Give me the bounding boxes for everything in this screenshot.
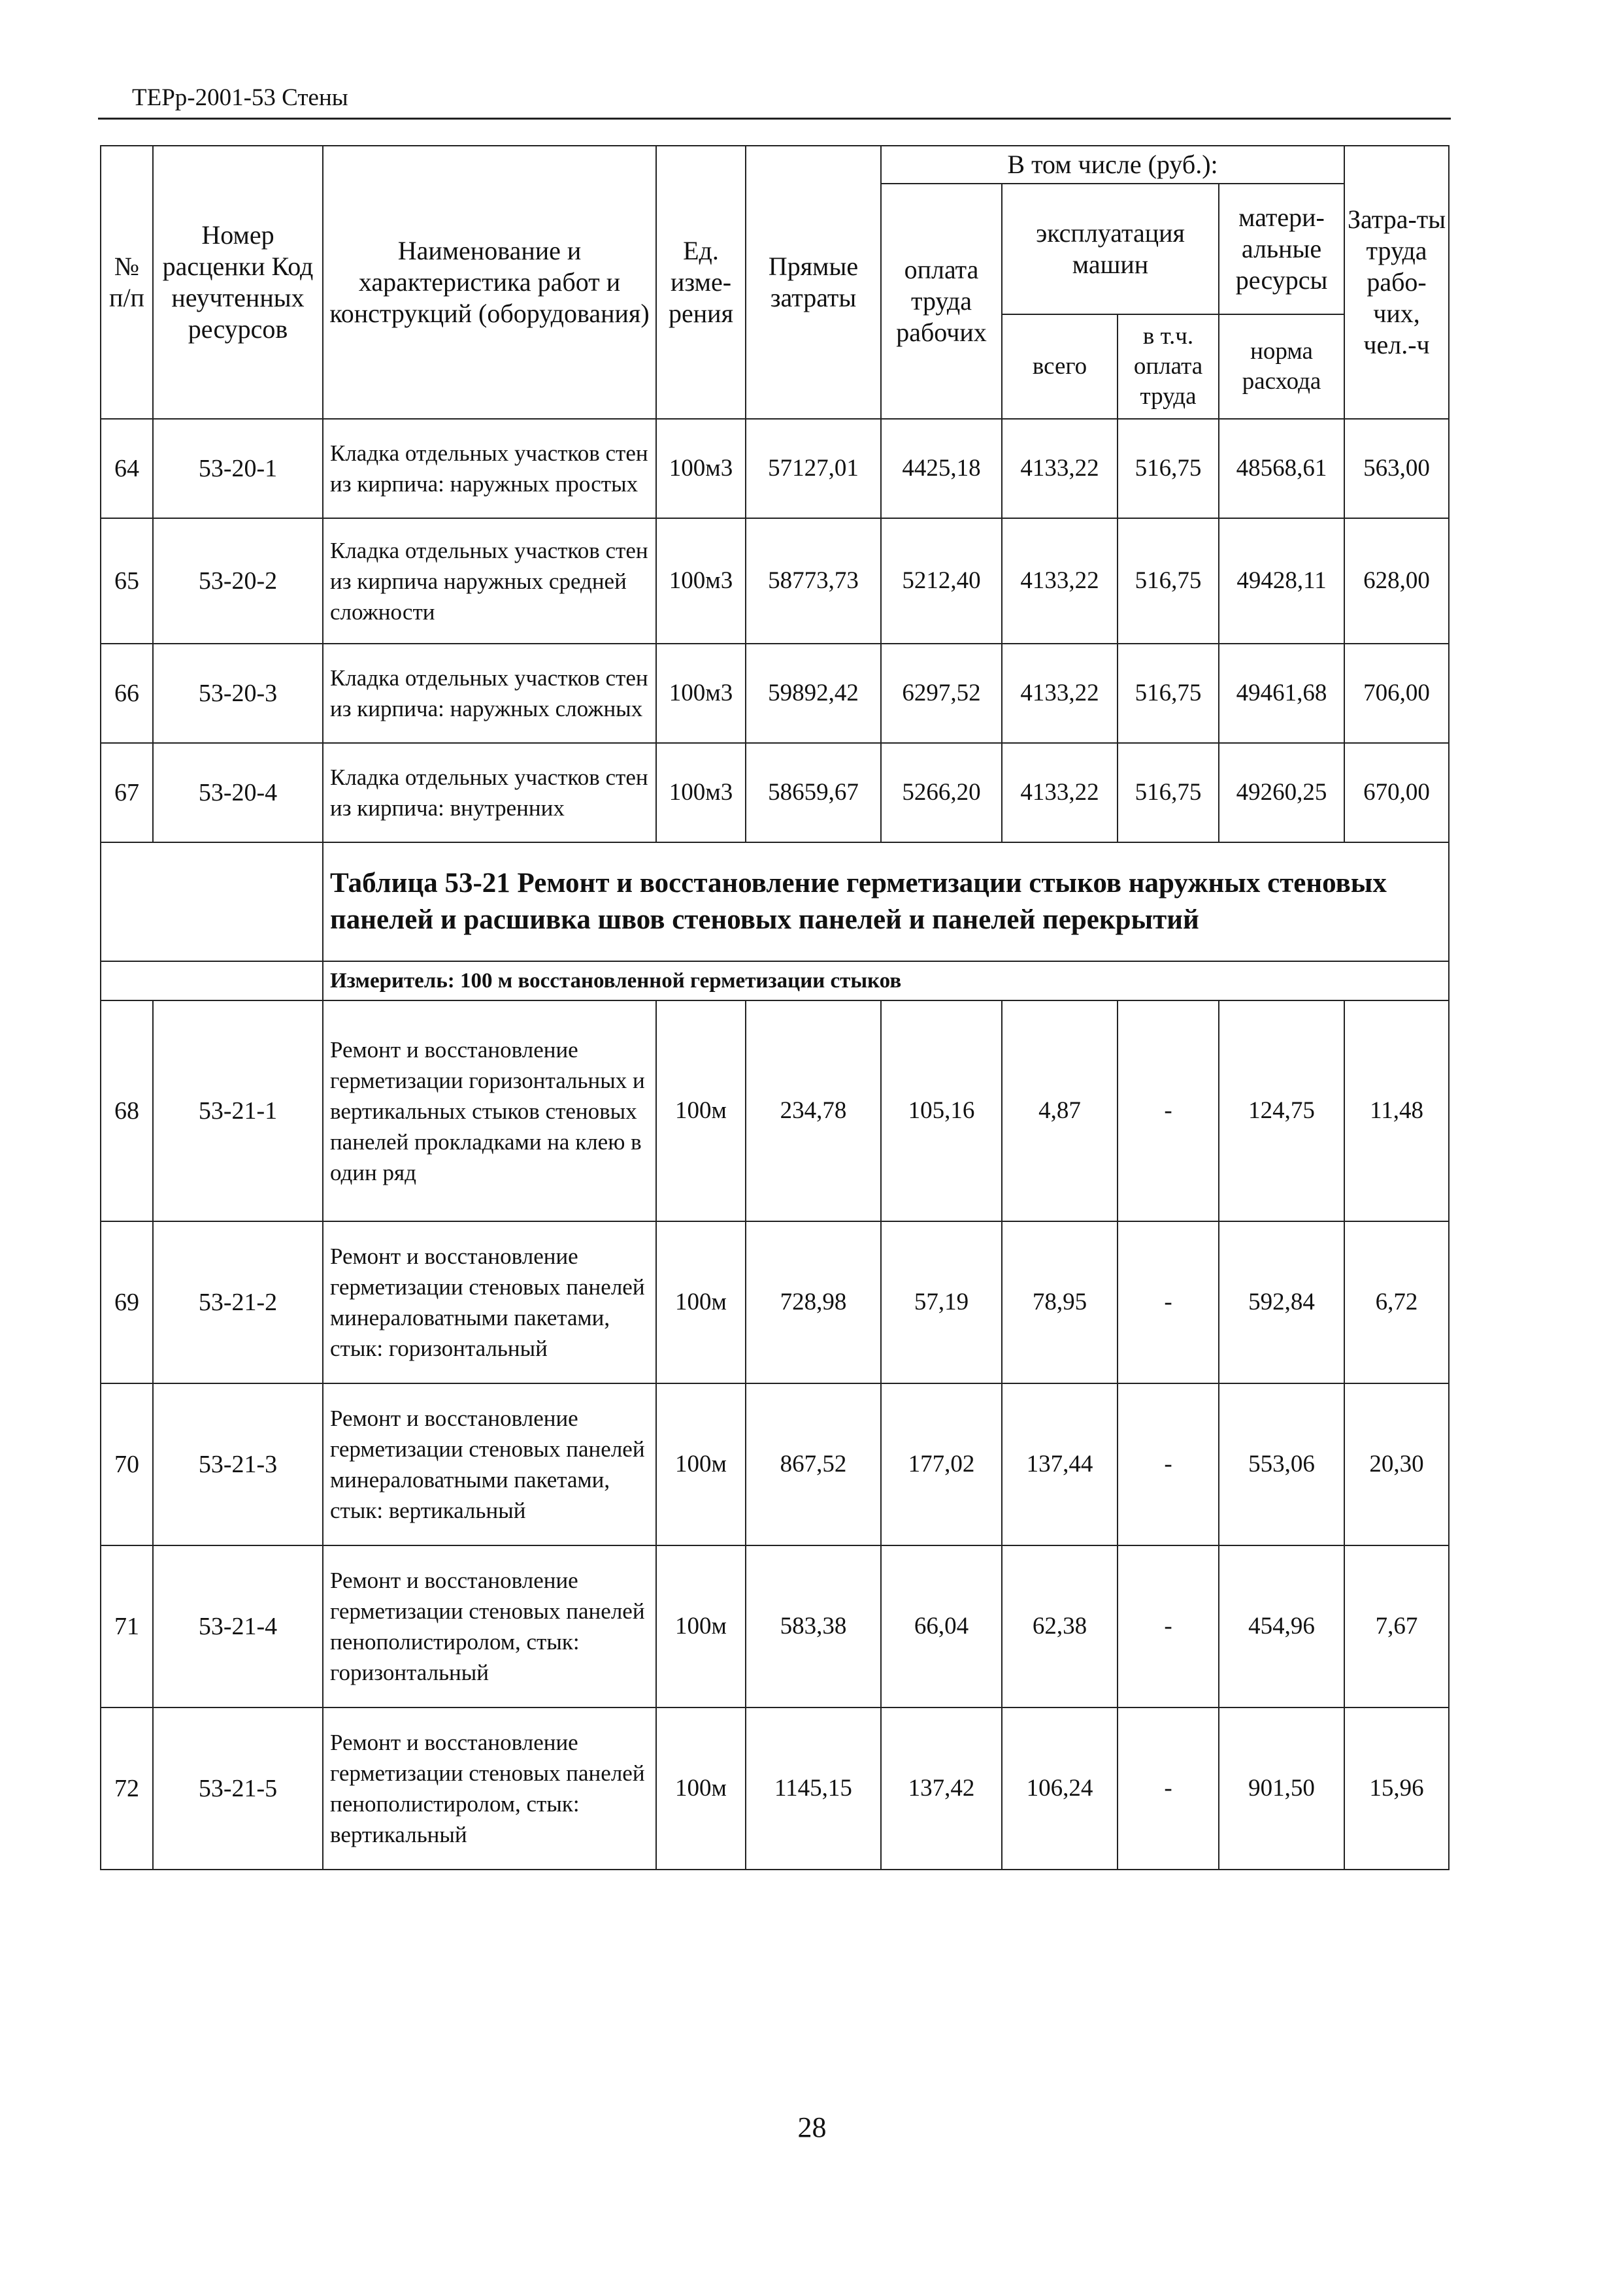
row-unit: 100м (656, 1707, 746, 1870)
row-direct: 59892,42 (746, 644, 881, 743)
table-row (101, 1545, 1449, 1707)
row-machine-total: 4,87 (1002, 1000, 1118, 1221)
row-labor: 5212,40 (881, 518, 1002, 644)
row-code: 53-20-1 (153, 419, 323, 518)
table-row (101, 1383, 1449, 1545)
row-name: Кладка отдельных участков стен из кирпича наружных средней сложности (323, 518, 656, 644)
row-code: 53-21-3 (153, 1383, 323, 1545)
row-unit: 100м (656, 1545, 746, 1707)
row-direct: 583,38 (746, 1545, 881, 1707)
row-materials: 49260,25 (1219, 743, 1344, 842)
col-header-unit: Ед. изме-рения (656, 146, 746, 419)
row-code: 53-21-1 (153, 1000, 323, 1221)
table-row (101, 518, 1449, 644)
row-num: 72 (101, 1707, 153, 1870)
table-row (101, 644, 1449, 743)
col-header-direct: Прямые затраты (746, 146, 881, 419)
row-name: Кладка отдельных участков стен из кирпича: наружных сложных (323, 644, 656, 743)
row-name: Ремонт и восстановление герметизации стеновых панелей пенополистиролом, стык: вертикальный (323, 1707, 656, 1870)
row-num: 71 (101, 1545, 153, 1707)
row-labor: 105,16 (881, 1000, 1002, 1221)
row-direct: 58773,73 (746, 518, 881, 644)
row-machine-total: 4133,22 (1002, 518, 1118, 644)
row-num: 68 (101, 1000, 153, 1221)
table-row (101, 1707, 1449, 1870)
row-code: 53-21-4 (153, 1545, 323, 1707)
row-num: 70 (101, 1383, 153, 1545)
row-name: Ремонт и восстановление герметизации горизонтальных и вертикальных стыков стеновых панелей прокладками на клею в один ряд (323, 1000, 656, 1221)
row-materials: 49461,68 (1219, 644, 1344, 743)
row-materials: 553,06 (1219, 1383, 1344, 1545)
row-direct: 57127,01 (746, 419, 881, 518)
row-machine-labor: 516,75 (1118, 644, 1219, 743)
table-row (101, 1221, 1449, 1383)
row-direct: 728,98 (746, 1221, 881, 1383)
row-unit: 100м3 (656, 644, 746, 743)
row-hours: 6,72 (1344, 1221, 1449, 1383)
row-hours: 20,30 (1344, 1383, 1449, 1545)
row-num: 67 (101, 743, 153, 842)
section-measure-spacer (101, 961, 323, 1000)
table-row (101, 419, 1449, 518)
row-hours: 11,48 (1344, 1000, 1449, 1221)
row-materials: 49428,11 (1219, 518, 1344, 644)
col-header-machine-labor: в т.ч. оплата труда (1118, 314, 1219, 419)
row-hours: 628,00 (1344, 518, 1449, 644)
row-machine-labor: 516,75 (1118, 743, 1219, 842)
col-header-materials-norm: норма расхода (1219, 314, 1344, 419)
row-name: Ремонт и восстановление герметизации стеновых панелей минераловатными пакетами, стык: вертикальный (323, 1383, 656, 1545)
document-header-title: ТЕРр-2001-53 Стены (132, 84, 348, 111)
row-labor: 137,42 (881, 1707, 1002, 1870)
row-num: 64 (101, 419, 153, 518)
row-materials: 901,50 (1219, 1707, 1344, 1870)
row-num: 66 (101, 644, 153, 743)
row-name: Ремонт и восстановление герметизации стеновых панелей минераловатными пакетами, стык: горизонтальный (323, 1221, 656, 1383)
col-header-machine-total: всего (1002, 314, 1118, 419)
row-machine-labor: - (1118, 1221, 1219, 1383)
col-header-code: Номер расценки Код неучтенных ресурсов (153, 146, 323, 419)
row-labor: 177,02 (881, 1383, 1002, 1545)
row-name: Ремонт и восстановление герметизации стеновых панелей пенополистиролом, стык: горизонтальный (323, 1545, 656, 1707)
row-code: 53-21-5 (153, 1707, 323, 1870)
row-unit: 100м3 (656, 518, 746, 644)
row-unit: 100м3 (656, 743, 746, 842)
header-row-1 (101, 146, 1449, 184)
col-header-machine-group: эксплуатация машин (1002, 184, 1219, 314)
header-rule (98, 118, 1451, 120)
row-direct: 867,52 (746, 1383, 881, 1545)
row-materials: 48568,61 (1219, 419, 1344, 518)
row-code: 53-20-2 (153, 518, 323, 644)
row-materials: 592,84 (1219, 1221, 1344, 1383)
row-machine-labor: - (1118, 1000, 1219, 1221)
row-machine-total: 78,95 (1002, 1221, 1118, 1383)
row-name: Кладка отдельных участков стен из кирпича: внутренних (323, 743, 656, 842)
row-labor: 5266,20 (881, 743, 1002, 842)
table-row (101, 1000, 1449, 1221)
row-machine-total: 4133,22 (1002, 419, 1118, 518)
row-labor: 57,19 (881, 1221, 1002, 1383)
row-machine-total: 137,44 (1002, 1383, 1118, 1545)
row-code: 53-20-3 (153, 644, 323, 743)
row-machine-total: 106,24 (1002, 1707, 1118, 1870)
row-code: 53-21-2 (153, 1221, 323, 1383)
row-name: Кладка отдельных участков стен из кирпича: наружных простых (323, 419, 656, 518)
row-unit: 100м3 (656, 419, 746, 518)
row-hours: 706,00 (1344, 644, 1449, 743)
row-machine-total: 4133,22 (1002, 743, 1118, 842)
row-labor: 66,04 (881, 1545, 1002, 1707)
col-header-labor-pay: оплата труда рабочих (881, 184, 1002, 419)
row-machine-total: 62,38 (1002, 1545, 1118, 1707)
section-title-spacer (101, 842, 323, 961)
row-labor: 4425,18 (881, 419, 1002, 518)
row-direct: 58659,67 (746, 743, 881, 842)
row-hours: 15,96 (1344, 1707, 1449, 1870)
row-unit: 100м (656, 1000, 746, 1221)
col-header-labor-hours: Затра-ты труда рабо-чих, чел.-ч (1344, 146, 1449, 419)
row-direct: 234,78 (746, 1000, 881, 1221)
col-header-num: № п/п (101, 146, 153, 419)
row-materials: 454,96 (1219, 1545, 1344, 1707)
row-num: 69 (101, 1221, 153, 1383)
row-unit: 100м (656, 1383, 746, 1545)
row-unit: 100м (656, 1221, 746, 1383)
row-machine-labor: 516,75 (1118, 518, 1219, 644)
row-machine-labor: 516,75 (1118, 419, 1219, 518)
col-header-materials-group: матери-альные ресурсы (1219, 184, 1344, 314)
row-hours: 7,67 (1344, 1545, 1449, 1707)
row-hours: 563,00 (1344, 419, 1449, 518)
rates-table (100, 145, 1450, 1870)
row-machine-labor: - (1118, 1383, 1219, 1545)
row-labor: 6297,52 (881, 644, 1002, 743)
row-num: 65 (101, 518, 153, 644)
row-machine-total: 4133,22 (1002, 644, 1118, 743)
section-measure-row (101, 961, 1449, 1000)
section-title: Таблица 53-21 Ремонт и восстановление герметизации стыков наружных стеновых панелей и расшивка швов стеновых панелей и панелей перекрытий (323, 842, 1449, 961)
row-code: 53-20-4 (153, 743, 323, 842)
row-hours: 670,00 (1344, 743, 1449, 842)
col-header-name: Наименование и характеристика работ и конструкций (оборудования) (323, 146, 656, 419)
section-measure: Измеритель: 100 м восстановленной герметизации стыков (323, 961, 1449, 1000)
row-direct: 1145,15 (746, 1707, 881, 1870)
section-title-row (101, 842, 1449, 961)
row-materials: 124,75 (1219, 1000, 1344, 1221)
row-machine-labor: - (1118, 1707, 1219, 1870)
page-number: 28 (797, 2111, 827, 2143)
row-machine-labor: - (1118, 1545, 1219, 1707)
col-header-incl-group: В том числе (руб.): (881, 146, 1344, 184)
table-row (101, 743, 1449, 842)
